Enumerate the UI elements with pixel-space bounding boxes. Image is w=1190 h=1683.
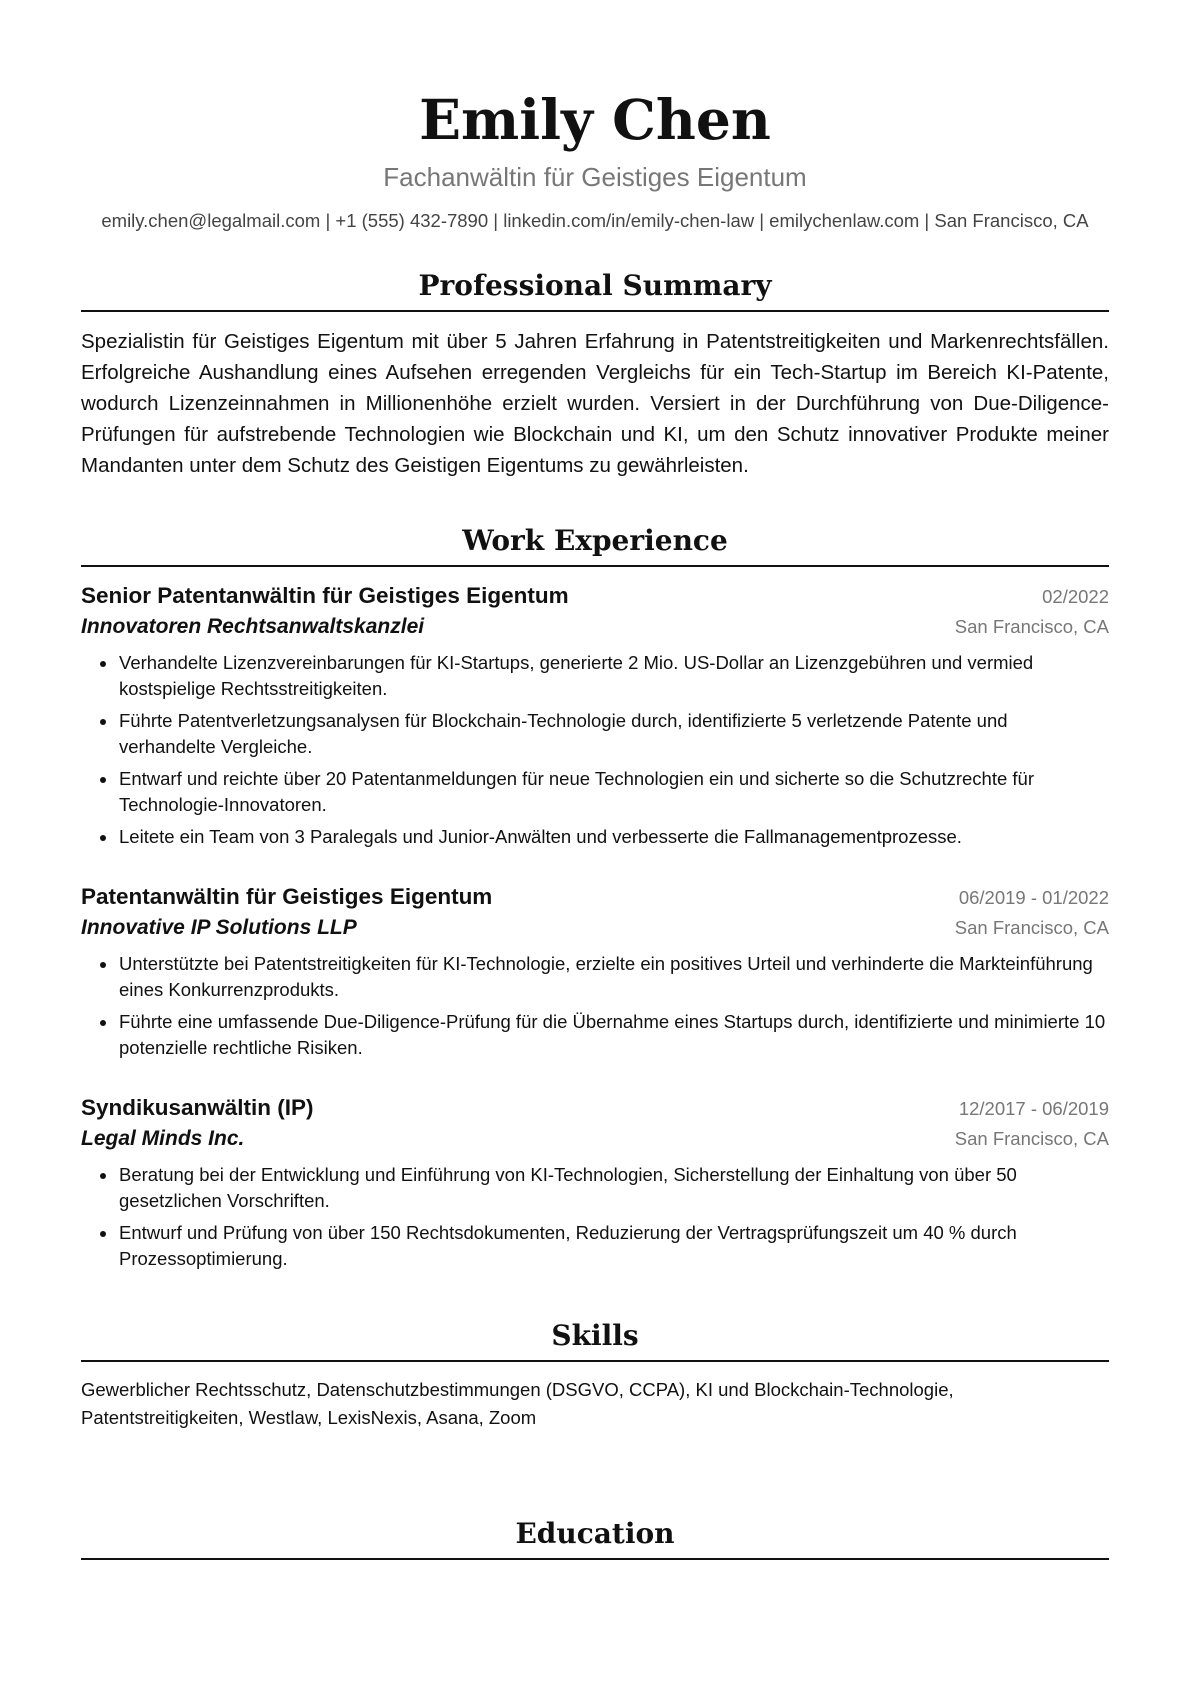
job-bullet: • Entwurf und Prüfung von über 150 Rechtsdokumenten, Reduzierung der Vertragsprüfungszeit um 40 % durch Prozessoptimierung. [118,1220,1109,1272]
job-bullets [81,650,1109,850]
job-bullets [81,951,1109,1061]
job-bullet: • Beratung bei der Entwicklung und Einführung von KI-Technologien, Sicherstellung der Einhaltung von über 50 gesetzlichen Vorschriften. [118,1162,1109,1214]
job-bullet: • Entwarf und reichte über 20 Patentanmeldungen für neue Technologien ein und sicherte so die Schutzrechte für Technologie-Innovatoren. [118,766,1109,818]
candidate-title: Fachanwältin für Geistiges Eigentum [383,162,807,192]
job-entry [81,1093,1109,1272]
skills-heading: Skills [81,1318,1109,1362]
job-entry [81,882,1109,1061]
summary-section [81,268,1109,481]
job-bullet: • Führte Patentverletzungsanalysen für Blockchain-Technologie durch, identifizierte 5 verletzende Patente und verhandelte Vergleiche. [118,708,1109,760]
education-heading: Education [81,1516,1109,1560]
education-section [81,1517,1109,1560]
experience-section [81,523,1109,1272]
candidate-name: Emily Chen [419,87,771,152]
experience-heading: Work Experience [81,523,1109,567]
job-date: 12/2017 - 06/2019 [958,1098,1109,1119]
job-location: San Francisco, CA [954,1128,1109,1149]
job-bullet: • Leitete ein Team von 3 Paralegals und Junior-Anwälten und verbesserte die Fallmanagementprozesse. [118,824,1109,850]
job-location: San Francisco, CA [954,616,1109,637]
job-bullets [81,1162,1109,1272]
job-date: 02/2022 [1042,586,1109,607]
skills-text: Gewerblicher Rechtsschutz, Datenschutzbestimmungen (DSGVO, CCPA), KI und Blockchain-Technologie, Patentstreitigkeiten, Westlaw, LexisNexis, Asana, Zoom [81,1379,954,1428]
job-company: Innovatoren Rechtsanwaltskanzlei [81,615,425,638]
job-location: San Francisco, CA [954,917,1109,938]
job-company: Innovative IP Solutions LLP [81,916,357,939]
job-title: Senior Patentanwältin für Geistiges Eigentum [81,583,569,608]
summary-text: Spezialistin für Geistiges Eigentum mit über 5 Jahren Erfahrung in Patentstreitigkeiten und Markenrechtsfällen. Erfolgreiche Aushandlung eines Aufsehen erregenden Vergleichs für ein Tech-Startup im Bereich KI-Patente, wodurch Lizenzeinnahmen in Millionenhöhe erzielt wurden. Versiert in der Durchführung von Due-Diligence-Prüfungen für aufstrebende Technologien wie Blockchain und KI, um den Schutz innovativer Produkte meiner Mandanten unter dem Schutz des Geistigen Eigentums zu gewährleisten. [81,330,1109,477]
job-date: 06/2019 - 01/2022 [958,887,1109,908]
job-entry [81,581,1109,850]
job-bullet: • Verhandelte Lizenzvereinbarungen für KI-Startups, generierte 2 Mio. US-Dollar an Lizenzgebühren und vermied kostspielige Rechtsstreitigkeiten. [118,650,1109,702]
job-bullet: • Unterstützte bei Patentstreitigkeiten für KI-Technologie, erzielte ein positives Urteil und verhinderte die Markteinführung eines Konkurrenzprodukts. [118,951,1109,1003]
job-bullet: • Führte eine umfassende Due-Diligence-Prüfung für die Übernahme eines Startups durch, identifizierte und minimierte 10 potenzielle rechtliche Risiken. [118,1009,1109,1061]
job-title: Syndikusanwältin (IP) [81,1095,314,1120]
contact-line: emily.chen@legalmail.com | +1 (555) 432-7890 | linkedin.com/in/emily-chen-law | emilychenlaw.com | San Francisco, CA [101,210,1089,231]
job-title: Patentanwältin für Geistiges Eigentum [81,884,493,909]
job-company: Legal Minds Inc. [81,1127,245,1150]
summary-heading: Professional Summary [81,268,1109,312]
skills-section [81,1318,1109,1432]
